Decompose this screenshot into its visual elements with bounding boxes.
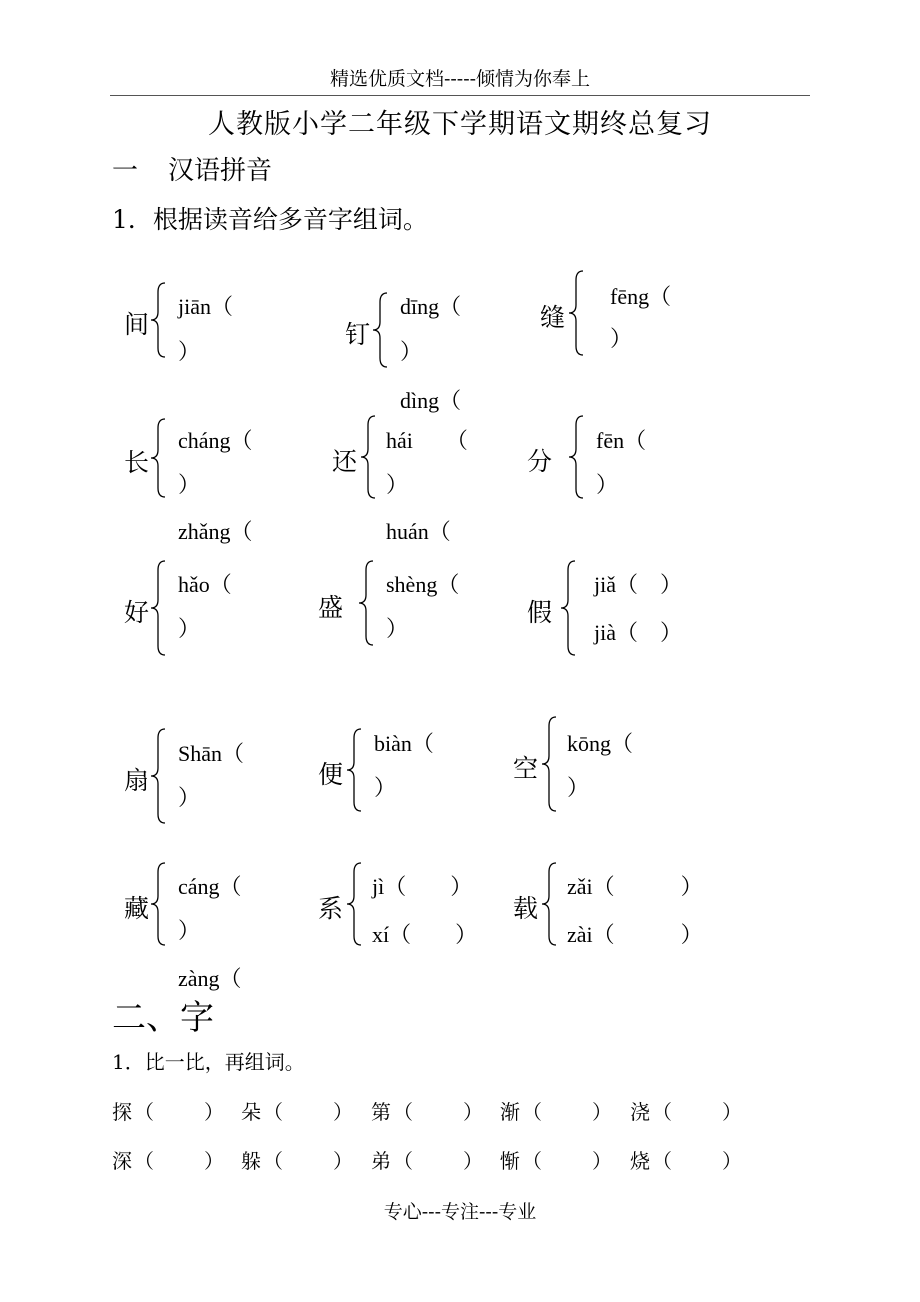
pinyin-blank: ） xyxy=(610,326,633,351)
close-paren: ） xyxy=(722,1149,742,1173)
polyphone-char: 钉 xyxy=(345,320,371,349)
pinyin-blank: fēn（ xyxy=(596,428,647,453)
pinyin-blank: ） xyxy=(400,339,423,364)
brace-mark xyxy=(150,282,166,358)
pinyin-blank: fēng（ xyxy=(610,284,672,309)
pinyin-blank: ） xyxy=(386,472,409,497)
compare-item xyxy=(371,1096,483,1125)
close-paren: ） xyxy=(204,1149,224,1173)
open-paren: （ xyxy=(134,1149,154,1173)
compare-char: 惭 xyxy=(500,1149,520,1173)
compare-item xyxy=(500,1145,612,1174)
pinyin-cut-off: dìng（ xyxy=(400,388,462,413)
pinyin-blank: ） xyxy=(567,775,590,800)
close-paren: ） xyxy=(463,1100,483,1124)
polyphone-char: 分 xyxy=(527,447,553,476)
compare-item xyxy=(112,1096,224,1125)
polyphone-char: 好 xyxy=(124,598,150,627)
polyphone-char: 长 xyxy=(124,448,150,477)
pinyin-blank: ） xyxy=(178,785,201,810)
compare-item xyxy=(630,1145,742,1174)
compare-char: 烧 xyxy=(630,1149,650,1173)
pinyin-blank: ） xyxy=(178,616,201,641)
polyphone-char: 间 xyxy=(124,310,150,339)
compare-item xyxy=(371,1145,483,1174)
compare-char: 弟 xyxy=(371,1149,391,1173)
document-title: 人教版小学二年级下学期语文期终总复习 xyxy=(208,109,712,140)
pinyin-blank: jì（ ） xyxy=(372,874,473,899)
open-paren: （ xyxy=(263,1100,283,1124)
brace-mark xyxy=(372,292,388,368)
header-divider xyxy=(110,95,810,96)
brace-mark xyxy=(568,270,584,356)
polyphone-char: 空 xyxy=(513,754,539,783)
pinyin-blank: xí（ ） xyxy=(372,922,478,947)
polyphone-char: 载 xyxy=(513,894,539,923)
compare-char: 深 xyxy=(112,1149,132,1173)
open-paren: （ xyxy=(263,1149,283,1173)
compare-item xyxy=(112,1145,224,1174)
brace-mark xyxy=(150,418,166,498)
compare-char: 第 xyxy=(371,1100,391,1124)
pinyin-blank: cáng（ xyxy=(178,874,242,899)
polyphone-char: 系 xyxy=(318,894,344,923)
pinyin-blank: cháng（ xyxy=(178,428,253,453)
pinyin-blank: ） xyxy=(178,472,201,497)
question-1: 1．根据读音给多音字组词。 xyxy=(112,205,428,234)
polyphone-char: 扇 xyxy=(124,766,150,795)
compare-item xyxy=(241,1096,353,1125)
page-footer: 专心---专注---专业 xyxy=(383,1201,537,1223)
open-paren: （ xyxy=(134,1100,154,1124)
pinyin-cut-off: zàng（ xyxy=(178,966,242,991)
brace-mark xyxy=(150,862,166,946)
pinyin-blank: jiǎ（ ） xyxy=(594,572,682,597)
open-paren: （ xyxy=(652,1149,672,1173)
page-header: 精选优质文档-----倾情为你奉上 xyxy=(329,68,591,90)
compare-item xyxy=(630,1096,742,1125)
pinyin-blank: ） xyxy=(178,339,201,364)
brace-mark xyxy=(568,415,584,499)
brace-mark xyxy=(346,728,362,812)
close-paren: ） xyxy=(333,1100,353,1124)
close-paren: ） xyxy=(592,1149,612,1173)
polyphone-char: 假 xyxy=(527,598,553,627)
brace-mark xyxy=(346,862,362,946)
pinyin-blank: hǎo（ xyxy=(178,572,232,597)
polyphone-char: 缝 xyxy=(540,303,566,332)
pinyin-blank: ） xyxy=(374,775,397,800)
pinyin-blank: dīng（ xyxy=(400,294,462,319)
question-2: 1．比一比，再组词。 xyxy=(112,1050,305,1074)
close-paren: ） xyxy=(722,1100,742,1124)
section-1-label: 汉语拼音 xyxy=(168,156,273,186)
close-paren: ） xyxy=(333,1149,353,1173)
open-paren: （ xyxy=(393,1149,413,1173)
brace-mark xyxy=(541,716,557,812)
section-1-number: 一 xyxy=(112,156,139,186)
open-paren: （ xyxy=(652,1100,672,1124)
compare-item xyxy=(241,1145,353,1174)
brace-mark xyxy=(358,560,374,646)
polyphone-char: 盛 xyxy=(318,593,344,622)
pinyin-cut-off: huán（ xyxy=(386,519,451,544)
open-paren: （ xyxy=(393,1100,413,1124)
brace-mark xyxy=(150,728,166,824)
close-paren: ） xyxy=(204,1100,224,1124)
brace-mark xyxy=(360,415,376,499)
pinyin-blank: hái （ xyxy=(386,428,468,453)
close-paren: ） xyxy=(463,1149,483,1173)
compare-char: 躲 xyxy=(241,1149,261,1173)
pinyin-blank: jià（ ） xyxy=(594,620,682,645)
pinyin-blank: ） xyxy=(178,918,201,943)
pinyin-blank: shèng（ xyxy=(386,572,460,597)
compare-item xyxy=(500,1096,612,1125)
compare-char: 渐 xyxy=(500,1100,520,1124)
open-paren: （ xyxy=(522,1149,542,1173)
pinyin-blank: ） xyxy=(596,472,619,497)
brace-mark xyxy=(150,560,166,656)
pinyin-blank: Shān（ xyxy=(178,741,245,766)
compare-char: 浇 xyxy=(630,1100,650,1124)
open-paren: （ xyxy=(522,1100,542,1124)
polyphone-char: 藏 xyxy=(124,894,150,923)
pinyin-blank: kōng（ xyxy=(567,731,634,756)
section-2-heading: 二、字 xyxy=(112,998,214,1038)
close-paren: ） xyxy=(592,1100,612,1124)
pinyin-blank: zǎi（ ） xyxy=(567,874,703,899)
polyphone-char: 还 xyxy=(332,447,358,476)
pinyin-blank: jiān（ xyxy=(178,294,233,319)
pinyin-cut-off: zhǎng（ xyxy=(178,519,253,544)
pinyin-blank: ） xyxy=(386,616,409,641)
brace-mark xyxy=(560,560,576,656)
pinyin-blank: biàn（ xyxy=(374,731,434,756)
section-1-heading xyxy=(112,150,272,187)
polyphone-char: 便 xyxy=(318,760,344,789)
brace-mark xyxy=(541,862,557,946)
compare-char: 探 xyxy=(112,1100,132,1124)
pinyin-blank: zài（ ） xyxy=(567,922,703,947)
compare-char: 朵 xyxy=(241,1100,261,1124)
